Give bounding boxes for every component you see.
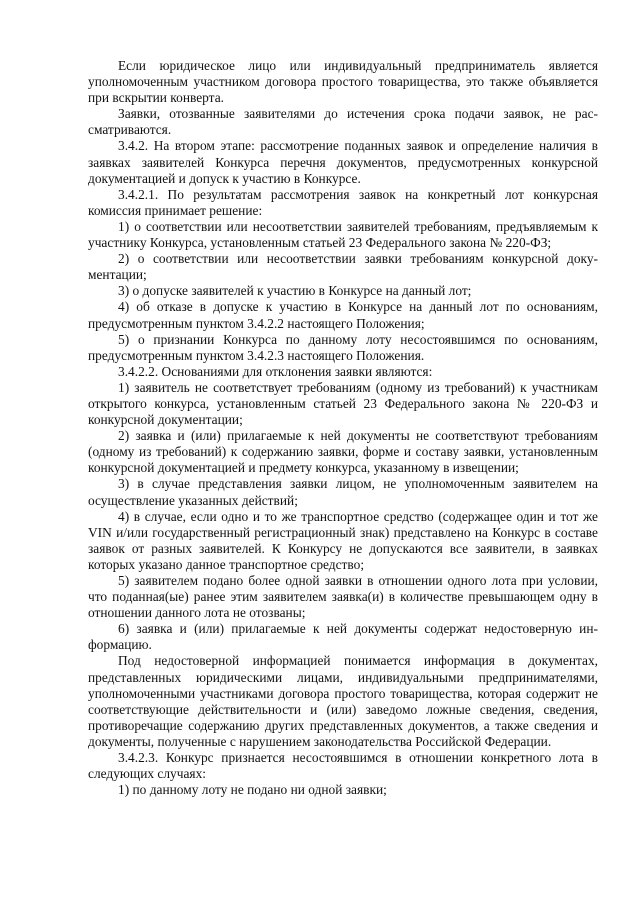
paragraph-6: 2) о соответствии или несоответствии заявки требованиям конкурсной документации; xyxy=(88,251,598,283)
paragraph-2: Заявки, отозванные заявителями до истечения срока подачи заявок, не рассматриваются. xyxy=(88,106,598,138)
paragraph-14: 4) в случае, если одно и то же транспортное средство (содержащее один и тот же VIN и/или государственный регистрационный знак) представлено на Конкурс в составе заявок от разных заявителей. К Конкурсу не допускаются все заявители, в заявках которых указано данное транспортное средство; xyxy=(88,508,598,572)
paragraph-4: 3.4.2.1. По результатам рассмотрения заявок на конкретный лот конкурсная комиссия принимает решение: xyxy=(88,186,598,218)
paragraph-13: 3) в случае представления заявки лицом, не уполномоченным заявителем на осуществление указанных действий; xyxy=(88,476,598,508)
paragraph-16: 6) заявка и (или) прилагаемые к ней документы содержат недостоверную информацию. xyxy=(88,621,598,653)
paragraph-9: 5) о признании Конкурса по данному лоту несостоявшимся по основаниям, предусмотренным пунктом 3.4.2.3 настоящего Положения. xyxy=(88,331,598,363)
paragraph-8: 4) об отказе в допуске к участию в Конкурсе на данный лот по основаниям, предусмотренным пунктом 3.4.2.2 настоящего Положения; xyxy=(88,299,598,331)
paragraph-11: 1) заявитель не соответствует требованиям (одному из требований) к участникам открытого конкурса, установленным статьей 23 Федерального закона № 220-ФЗ и конкурсной документации; xyxy=(88,379,598,428)
paragraph-3: 3.4.2. На втором этапе: рассмотрение поданных заявок и определение наличия в заявках заявителей Конкурса перечня документов, предусмотренных конкурсной документацией и допуск к участию в Конкурсе. xyxy=(88,138,598,186)
paragraph-19: 1) по данному лоту не подано ни одной заявки; xyxy=(118,782,387,798)
paragraph-15: 5) заявителем подано более одной заявки в отношении одного лота при условии, что поданная(ые) ранее этим заявителем заявка(и) в количестве превышающем одну в отношении данного лота не отозваны; xyxy=(88,573,598,621)
paragraph-10: 3.4.2.2. Основаниями для отклонения заявки являются: xyxy=(118,363,433,379)
paragraph-17: Под недостоверной информацией понимается информация в документах, представленных юридическими лицами, индивидуальными предпринимателями, уполномоченными участниками договора простого товарищества, которая содержит не соответствующие действительности и (или) заведомо ложные сведения, сведения, противоречащие содержанию других представленных документов, а также сведения и документы, полученные с нарушением законодательства Российской Федерации. xyxy=(88,653,598,749)
paragraph-18: 3.4.2.3. Конкурс признается несостоявшимся в отношении конкретного лота в следующих случаях: xyxy=(88,750,598,782)
paragraph-7: 3) о допуске заявителей к участию в Конкурсе на данный лот; xyxy=(118,283,472,299)
paragraph-12: 2) заявка и (или) прилагаемые к ней документы не соответствуют требованиям (одному из требований) к содержанию заявки, форме и составу заявки, установленным конкурсной документацией и предмету конкурса, указанному в извещении; xyxy=(88,428,598,476)
document-page xyxy=(88,58,598,798)
paragraph-5: 1) о соответствии или несоответствии заявителей требованиям, предъявляемым к участнику Конкурса, установленным статьей 23 Федерального закона № 220-ФЗ; xyxy=(88,218,598,251)
paragraph-1: Если юридическое лицо или индивидуальный предприниматель является уполномоченным участником договора простого товарищества, это также объявляется при вскрытии конверта. xyxy=(88,58,598,106)
